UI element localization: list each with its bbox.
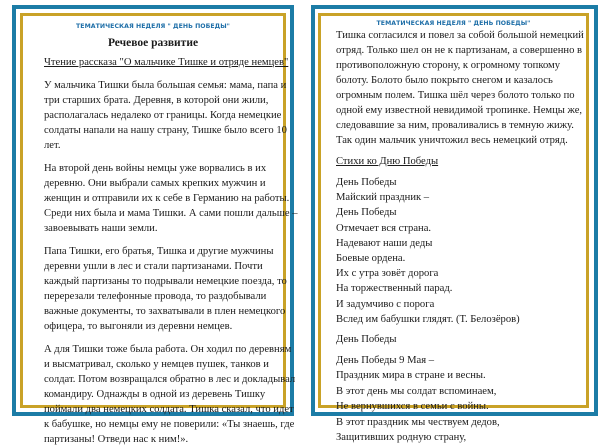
right-page bbox=[311, 5, 598, 444]
text-line: лет. bbox=[44, 140, 61, 151]
text-line: У мальчика Тишки была большая семья: мама, папа и bbox=[44, 80, 287, 91]
poem-1 bbox=[336, 175, 586, 327]
text-line: офицера, то выгоняли из деревни немцев. bbox=[44, 321, 233, 332]
right-page-header: ТЕМАТИЧЕСКАЯ НЕДЕЛЯ " ДЕНЬ ПОБЕДЫ" bbox=[376, 20, 531, 27]
poem-line: Праздник мира в стране и весны. bbox=[336, 370, 486, 382]
poem-line: Защитивших родную страну, bbox=[336, 432, 467, 444]
left-page bbox=[12, 5, 298, 445]
text-line: деревню. Они выбрали самых крепких мужчин и bbox=[44, 178, 266, 189]
text-line: огромным полем. Тишка шёл через болото только по bbox=[336, 90, 575, 101]
story-paragraph bbox=[44, 342, 296, 447]
text-line: важные документы, то захватывали в плен немецкого bbox=[44, 306, 286, 317]
poem-line: В этот день мы солдат вспоминаем, bbox=[336, 385, 497, 397]
poem-2 bbox=[336, 353, 586, 445]
poems-heading: Стихи ко Дню Победы bbox=[336, 156, 439, 167]
text-line: отряд. Только шел он не к партизанам, а совершенно в bbox=[336, 45, 583, 56]
text-line: поймали два немецких солдата. Тишка сказал, что идет bbox=[44, 404, 294, 415]
text-line: к бабушке, но немцы ему не поверили: «Ты знаешь, где bbox=[44, 419, 295, 430]
poem-line: Их с утра зовёт дорога bbox=[336, 268, 439, 280]
story-subtitle: Чтение рассказа "О мальчике Тишке и отряде немцев" bbox=[44, 57, 289, 68]
poem-line: День Победы 9 Мая – bbox=[336, 355, 435, 367]
text-line: перерезали телефонные провода, то раздобывали bbox=[44, 291, 267, 302]
story-paragraph bbox=[44, 161, 298, 236]
text-line: располагалась недалеко от границы. Когда немецкие bbox=[44, 110, 282, 121]
poem-line: В этот праздник мы чествуем дедов, bbox=[336, 416, 500, 428]
text-line: одной ему известной невидимой тропинке. Немцы же, bbox=[336, 105, 583, 116]
text-line: А для Тишки тоже была работа. Он ходил по деревням bbox=[44, 344, 292, 355]
text-line: деревни ушли в лес и стали партизанами. Почти bbox=[44, 261, 263, 272]
text-line: Так один мальчик уничтожил весь немецкий отряд. bbox=[336, 135, 568, 146]
poem-line: Не вернувшихся в семьи с войны. bbox=[336, 401, 489, 413]
right-page-inner-frame bbox=[318, 13, 589, 444]
text-line: противоположную сторону, к огромному топкому bbox=[336, 60, 561, 71]
poem-line: Отмечает вся страна. bbox=[336, 222, 432, 234]
story-paragraph bbox=[44, 244, 287, 334]
poem-2-title: День Победы bbox=[336, 334, 397, 346]
poem-line: День Победы bbox=[336, 207, 397, 219]
text-line: солдаты напали на нашу страну, Тишке было всего 10 bbox=[44, 125, 287, 136]
story-paragraph bbox=[44, 78, 287, 153]
text-line: завоевывать наши земли. bbox=[44, 223, 158, 234]
section-title: Речевое развитие bbox=[107, 37, 199, 49]
text-line: солдат. Потом возвращался обратно в лес и докладывал bbox=[44, 374, 296, 385]
text-line: три старших брата. Деревня, в которой они жили, bbox=[44, 95, 269, 106]
left-page-header: ТЕМАТИЧЕСКАЯ НЕДЕЛЯ " ДЕНЬ ПОБЕДЫ" bbox=[76, 23, 230, 30]
text-line: Среди них была и мама Тишки. А сами пошли дальше – bbox=[44, 208, 298, 219]
text-line: партизаны! Отведи нас к ним!». bbox=[44, 434, 189, 445]
text-line: следовавшие за ним, проваливались в темную жижу. bbox=[336, 120, 574, 131]
text-line: Папа Тишки, его братья, Тишка и другие мужчины bbox=[44, 246, 274, 257]
text-line: и высматривал, сколько у немцев пушек, танков и bbox=[44, 359, 269, 370]
poem-line: Майский праздник – bbox=[336, 192, 430, 204]
poem-line: На торжественный парад. bbox=[336, 283, 453, 295]
poem-line: Вслед им бабушки глядят. (Т. Белозёров) bbox=[336, 313, 520, 325]
text-line: командиру. Однажды в одной из деревень Тишку bbox=[44, 389, 266, 400]
poem-line: День Победы bbox=[336, 177, 397, 188]
poem-line: И задумчиво с порога bbox=[336, 298, 435, 310]
story-continuation bbox=[336, 28, 584, 148]
poem-line: Боевые ордена. bbox=[336, 253, 406, 265]
text-line: каждый партизаны то подрывали немецкие поезда, то bbox=[44, 276, 287, 287]
text-line: болоту. Болото было покрыто снегом и казалось bbox=[336, 75, 553, 86]
left-page-inner-frame bbox=[20, 13, 298, 445]
poem-line: Надевают наши деды bbox=[336, 237, 433, 249]
text-line: женщин и отправили их к себе в Германию на работы. bbox=[44, 193, 290, 204]
text-line: Тишка согласился и повел за собой большой немецкий bbox=[336, 30, 584, 41]
text-line: На второй день войны немцы уже ворвались в их bbox=[44, 163, 267, 174]
